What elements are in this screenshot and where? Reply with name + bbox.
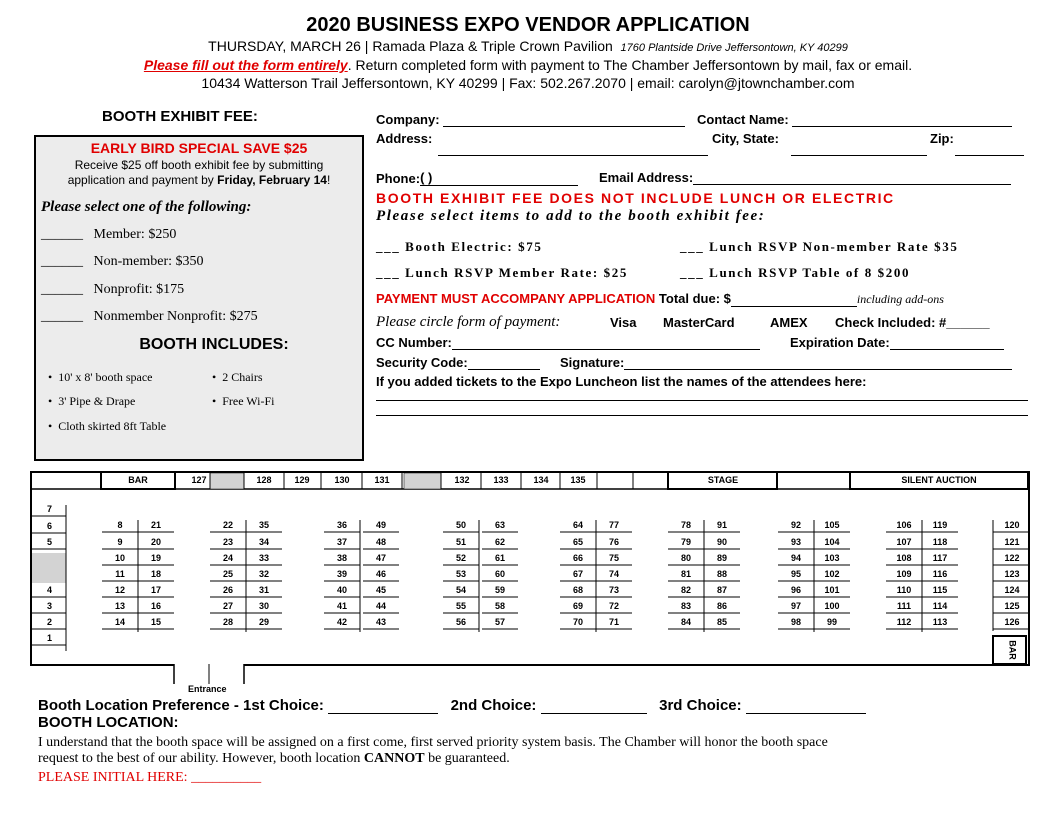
booth-110: 110 (896, 585, 912, 595)
fee-option-nonprofit[interactable] (41, 282, 184, 298)
booth-97: 97 (790, 601, 802, 611)
booth-66: 66 (572, 553, 584, 563)
booth-28: 28 (222, 617, 234, 627)
booth-92: 92 (790, 520, 802, 530)
booth-9: 9 (117, 537, 123, 547)
include-label: 3' Pipe & Drape (58, 394, 136, 408)
left-booth-7: 7 (47, 504, 53, 514)
left-booth-4: 4 (47, 585, 53, 595)
zip-line[interactable] (955, 155, 1024, 156)
email-line[interactable] (693, 184, 1011, 185)
total-due-line[interactable] (731, 306, 857, 307)
booth-94: 94 (790, 553, 802, 563)
addon-label: Lunch RSVP Non-member Rate $35 (709, 239, 959, 254)
booth-90: 90 (716, 537, 728, 547)
booth-8: 8 (117, 520, 123, 530)
grey-block (32, 553, 66, 583)
page-title: 2020 BUSINESS EXPO VENDOR APPLICATION (306, 14, 750, 36)
venue-address: 1760 Plantside Drive Jeffersontown, KY 40299 (620, 42, 848, 54)
third-choice-label: 3rd Choice: (659, 697, 742, 714)
booth-31: 31 (258, 585, 270, 595)
addon-instruction: Please select items to add to the booth exhibit fee: (376, 208, 766, 224)
attendee-line-2[interactable] (376, 415, 1028, 416)
booth-45: 45 (375, 585, 387, 595)
booth-117: 117 (932, 553, 948, 563)
includes-heading: BOOTH INCLUDES: (139, 336, 289, 353)
top-feature-box (101, 472, 175, 489)
booth-21: 21 (150, 520, 162, 530)
select-instruction: Please select one of the following: (41, 199, 252, 215)
booth-107: 107 (896, 537, 912, 547)
booth-67: 67 (572, 569, 584, 579)
addon-lunch-member[interactable] (376, 265, 628, 281)
include-label: Cloth skirted 8ft Table (58, 419, 167, 433)
right-booth-121: 121 (1004, 537, 1020, 547)
booth-36: 36 (336, 520, 348, 530)
include-item: • 3' Pipe & Drape (48, 394, 136, 408)
include-label: Free Wi-Fi (222, 394, 275, 408)
fee-heading: BOOTH EXHIBIT FEE: (102, 108, 258, 125)
terms-text: request to the best of our ability. However, booth location (38, 751, 364, 766)
option-label: Non-member: $350 (93, 254, 204, 269)
event-date-venue: THURSDAY, MARCH 26 | Ramada Plaza & Triple Crown Pavilion (208, 38, 613, 54)
booth-79: 79 (680, 537, 692, 547)
contact-name-field[interactable] (697, 112, 1012, 127)
booth-96: 96 (790, 585, 802, 595)
include-item: • Cloth skirted 8ft Table (48, 419, 167, 433)
option-label: Nonprofit: $175 (93, 282, 185, 297)
booth-22: 22 (222, 520, 234, 530)
early-bird-end: ! (326, 173, 331, 187)
booth-13: 13 (114, 601, 126, 611)
addon-blank: ___ (680, 265, 705, 280)
signature-field[interactable] (560, 355, 1012, 370)
location-terms-2 (38, 751, 510, 767)
left-booth-6: 6 (47, 521, 53, 531)
grey-block (210, 473, 244, 489)
booth-30: 30 (258, 601, 270, 611)
booth-116: 116 (932, 569, 948, 579)
terms-end: be guaranteed. (424, 751, 510, 766)
booth-115: 115 (932, 585, 948, 595)
booth-118: 118 (932, 537, 948, 547)
addon-lunch-table[interactable] (680, 265, 910, 281)
fee-box (34, 135, 364, 461)
address-line[interactable] (438, 155, 708, 156)
security-code-line[interactable] (468, 369, 540, 370)
booth-86: 86 (716, 601, 728, 611)
booth-12: 12 (114, 585, 126, 595)
addon-label: Booth Electric: $75 (405, 239, 543, 254)
first-choice-label: Booth Location Preference - 1st Choice: (38, 697, 324, 714)
booth-15: 15 (150, 617, 162, 627)
booth-108: 108 (896, 553, 912, 563)
floor-plan-walls (31, 472, 1029, 684)
payment-line (376, 291, 944, 307)
right-booth-120: 120 (1004, 520, 1020, 530)
top-booth-131: 131 (374, 475, 390, 485)
contact-name-line[interactable] (792, 126, 1012, 127)
booth-80: 80 (680, 553, 692, 563)
second-choice-line[interactable] (541, 713, 647, 714)
booth-101: 101 (824, 585, 840, 595)
booth-24: 24 (222, 553, 234, 563)
first-choice-line[interactable] (328, 713, 438, 714)
terms-cannot: CANNOT (363, 751, 425, 766)
booth-93: 93 (790, 537, 802, 547)
top-booth-133: 133 (493, 475, 509, 485)
booth-43: 43 (375, 617, 387, 627)
booth-11: 11 (115, 569, 125, 579)
booth-112: 112 (896, 617, 912, 627)
booth-77: 77 (608, 520, 620, 530)
booth-52: 52 (455, 553, 467, 563)
instructions (0, 57, 1056, 73)
security-code-label: Security Code: (376, 355, 468, 370)
hall-outline (31, 472, 1029, 665)
booth-113: 113 (932, 617, 948, 627)
early-bird-line1: Receive $25 off booth exhibit fee by submitting (74, 158, 324, 172)
include-label: 2 Chairs (222, 370, 263, 384)
booth-38: 38 (336, 553, 348, 563)
booth-70: 70 (572, 617, 584, 627)
expiration-line[interactable] (890, 349, 1004, 350)
event-info (0, 38, 1056, 54)
third-choice-line[interactable] (746, 713, 866, 714)
right-booth-122: 122 (1004, 553, 1020, 563)
option-label: Member: $250 (93, 227, 177, 242)
left-booth-5: 5 (47, 537, 53, 547)
company-line[interactable] (443, 126, 685, 127)
booth-99: 99 (826, 617, 838, 627)
right-booth-123: 123 (1004, 569, 1020, 579)
booth-78: 78 (680, 520, 692, 530)
right-booth-124: 124 (1004, 585, 1020, 595)
phone-label: Phone: (376, 171, 421, 186)
booth-51: 51 (455, 537, 467, 547)
booth-76: 76 (608, 537, 620, 547)
attendee-line-1[interactable] (376, 400, 1028, 401)
right-bar-box (993, 636, 1026, 664)
booth-114: 114 (932, 601, 948, 611)
security-code-field[interactable] (376, 355, 540, 370)
cc-number-label: CC Number: (376, 335, 452, 350)
payment-visa[interactable]: Visa (610, 315, 637, 330)
booth-23: 23 (222, 537, 234, 547)
payment-check[interactable]: Check Included: #______ (835, 315, 990, 330)
booth-46: 46 (375, 569, 387, 579)
include-item: • 2 Chairs (212, 370, 263, 384)
booth-26: 26 (222, 585, 234, 595)
early-bird-date: Friday, February 14 (217, 173, 327, 187)
luncheon-note: If you added tickets to the Expo Luncheon list the names of the attendees here: (376, 374, 867, 389)
booth-62: 62 (494, 537, 506, 547)
left-booth-1: 1 (47, 633, 53, 643)
fee-option-nonmember-nonprofit[interactable] (41, 309, 258, 325)
booth-47: 47 (375, 553, 387, 563)
fee-option-member[interactable] (41, 227, 176, 243)
booth-103: 103 (824, 553, 840, 563)
no-lunch-warning: BOOTH EXHIBIT FEE DOES NOT INCLUDE LUNCH OR ELECTRIC (376, 190, 895, 206)
booth-81: 81 (680, 569, 692, 579)
right-booth-125: 125 (1004, 601, 1020, 611)
booth-85: 85 (716, 617, 728, 627)
booth-40: 40 (336, 585, 348, 595)
booth-119: 119 (932, 520, 948, 530)
top-feature-box (668, 472, 777, 489)
addon-blank: ___ (376, 265, 401, 280)
including-addons-note: including add-ons (856, 292, 944, 306)
top-booth-bar: BAR (128, 475, 148, 485)
booth-109: 109 (896, 569, 912, 579)
top-booth-silent-auction: SILENT AUCTION (901, 475, 977, 485)
early-bird-text: application and payment by (67, 173, 218, 187)
addon-label: Lunch RSVP Member Rate: $25 (405, 265, 628, 280)
company-label: Company: (376, 112, 440, 127)
cc-number-line[interactable] (452, 349, 760, 350)
option-blank: ______ (41, 282, 83, 297)
booth-106: 106 (896, 520, 912, 530)
booth-27: 27 (222, 601, 234, 611)
chamber-contact: 10434 Watterson Trail Jeffersontown, KY 40299 | Fax: 502.267.2070 | email: carolyn@jtownchamber.com (201, 75, 855, 91)
left-booth-3: 3 (47, 601, 53, 611)
signature-line[interactable] (624, 369, 1012, 370)
top-booth-128: 128 (256, 475, 272, 485)
phone-parens: ( ) (420, 170, 433, 185)
option-blank: ______ (41, 227, 83, 242)
early-bird-line2 (36, 173, 362, 187)
booth-41: 41 (336, 601, 348, 611)
company-field[interactable] (376, 112, 685, 127)
booth-39: 39 (336, 569, 348, 579)
booth-71: 71 (608, 617, 620, 627)
addon-booth-electric[interactable] (376, 239, 542, 255)
booth-72: 72 (608, 601, 620, 611)
booth-54: 54 (455, 585, 467, 595)
booth-100: 100 (824, 601, 840, 611)
booth-58: 58 (494, 601, 506, 611)
circle-payment-label: Please circle form of payment: (376, 314, 561, 330)
payment-mastercard[interactable]: MasterCard (663, 315, 735, 330)
booth-69: 69 (572, 601, 584, 611)
addon-lunch-nonmember[interactable] (680, 239, 958, 255)
booth-75: 75 (608, 553, 620, 563)
include-item: • Free Wi-Fi (212, 394, 275, 408)
booth-49: 49 (375, 520, 387, 530)
booth-64: 64 (572, 520, 584, 530)
booth-42: 42 (336, 617, 348, 627)
booth-18: 18 (150, 569, 162, 579)
top-booth-130: 130 (334, 475, 350, 485)
fill-out-note: Please fill out the form entirely (143, 57, 348, 73)
booth-19: 19 (150, 553, 162, 563)
contact-name-label: Contact Name: (697, 112, 789, 127)
left-booth-2: 2 (47, 617, 53, 627)
booth-73: 73 (608, 585, 620, 595)
booth-17: 17 (150, 585, 162, 595)
booth-55: 55 (455, 601, 467, 611)
booth-50: 50 (455, 520, 467, 530)
booth-65: 65 (572, 537, 584, 547)
entrance-gap (174, 656, 244, 676)
entrance-label: Entrance (188, 684, 227, 694)
booth-48: 48 (375, 537, 387, 547)
top-booth-127: 127 (191, 475, 207, 485)
booth-53: 53 (455, 569, 467, 579)
email-field[interactable] (599, 170, 1011, 185)
booth-34: 34 (258, 537, 270, 547)
payment-warning: PAYMENT MUST ACCOMPANY APPLICATION (376, 291, 656, 306)
payment-amex[interactable]: AMEX (770, 315, 808, 330)
booth-35: 35 (258, 520, 270, 530)
top-booth-132: 132 (454, 475, 470, 485)
booth-57: 57 (494, 617, 506, 627)
top-booth-135: 135 (570, 475, 586, 485)
booth-29: 29 (258, 617, 270, 627)
booth-102: 102 (824, 569, 840, 579)
option-label: Nonmember Nonprofit: $275 (93, 309, 258, 324)
booth-56: 56 (455, 617, 467, 627)
booth-83: 83 (680, 601, 692, 611)
option-blank: ______ (41, 309, 83, 324)
booth-98: 98 (790, 617, 802, 627)
city-state-label: City, State: (712, 131, 779, 146)
booth-105: 105 (824, 520, 840, 530)
booth-111: 111 (896, 601, 912, 611)
expiration-label: Expiration Date: (790, 335, 890, 350)
booth-84: 84 (680, 617, 692, 627)
top-booth-stage: STAGE (707, 475, 739, 485)
expiration-field[interactable] (790, 335, 1004, 350)
booth-32: 32 (258, 569, 270, 579)
booth-89: 89 (716, 553, 728, 563)
phone-field[interactable] (376, 170, 578, 186)
return-note: . Return completed form with payment to The Chamber Jeffersontown by mail, fax or email. (347, 57, 913, 73)
booth-10: 10 (114, 553, 126, 563)
fee-option-nonmember[interactable] (41, 254, 204, 270)
booth-44: 44 (375, 601, 387, 611)
booth-82: 82 (680, 585, 692, 595)
booth-59: 59 (494, 585, 506, 595)
booth-87: 87 (716, 585, 728, 595)
addon-blank: ___ (680, 239, 705, 254)
top-feature-box (850, 472, 1028, 489)
booth-68: 68 (572, 585, 584, 595)
booth-37: 37 (336, 537, 348, 547)
second-choice-label: 2nd Choice: (450, 697, 537, 714)
option-blank: ______ (41, 254, 83, 269)
location-terms-1: I understand that the booth space will be assigned on a first come, first served priority system basis. The Chamber will honor the booth space (38, 735, 828, 750)
booth-74: 74 (608, 569, 620, 579)
booth-25: 25 (222, 569, 234, 579)
include-label: 10' x 8' booth space (58, 370, 153, 384)
booth-104: 104 (824, 537, 840, 547)
booth-95: 95 (790, 569, 802, 579)
early-bird-title: EARLY BIRD SPECIAL SAVE $25 (90, 140, 308, 156)
cc-number-field[interactable] (376, 335, 760, 350)
top-booth-134: 134 (533, 475, 549, 485)
booth-61: 61 (494, 553, 506, 563)
total-due-label: Total due: $ (658, 291, 731, 306)
booth-14: 14 (114, 617, 126, 627)
booth-88: 88 (716, 569, 728, 579)
booth-16: 16 (150, 601, 162, 611)
booth-20: 20 (150, 537, 162, 547)
email-label: Email Address: (599, 170, 694, 185)
right-bar-label: BAR (1007, 640, 1018, 660)
booth-63: 63 (494, 520, 506, 530)
include-item: • 10' x 8' booth space (48, 370, 153, 384)
booth-location-heading: BOOTH LOCATION: (38, 714, 179, 731)
booth-91: 91 (716, 520, 728, 530)
right-booth-126: 126 (1004, 617, 1020, 627)
signature-label: Signature: (560, 355, 625, 370)
city-state-line[interactable] (791, 155, 927, 156)
address-label: Address: (376, 131, 433, 146)
top-booth-129: 129 (294, 475, 310, 485)
booth-60: 60 (494, 569, 506, 579)
grey-block (404, 473, 441, 489)
addon-label: Lunch RSVP Table of 8 $200 (709, 265, 911, 280)
location-preference (38, 697, 866, 714)
addon-blank: ___ (376, 239, 401, 254)
booth-33: 33 (258, 553, 270, 563)
phone-line[interactable] (420, 170, 578, 186)
zip-label: Zip: (930, 131, 954, 146)
initial-here[interactable]: PLEASE INITIAL HERE: __________ (38, 770, 262, 785)
